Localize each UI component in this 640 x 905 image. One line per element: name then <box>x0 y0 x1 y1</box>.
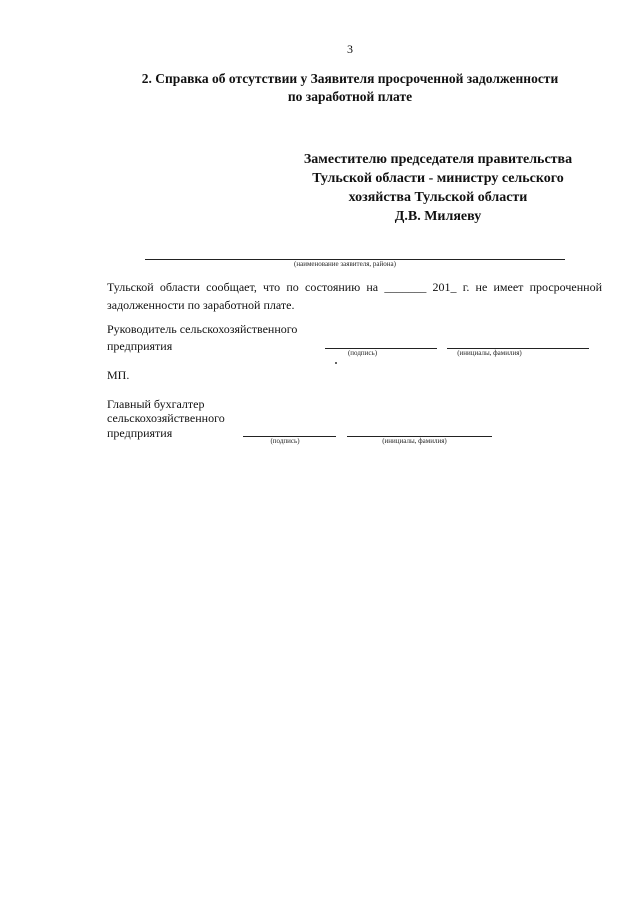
addressee-line-1: Заместителю председателя правительства <box>303 152 573 167</box>
addressee-line-4: Д.В. Миляеву <box>394 209 482 224</box>
page-number: 3 <box>347 42 353 56</box>
accountant-label-line-1: Главный бухгалтер <box>107 397 205 411</box>
accountant-name-caption: (инициалы, фамилия) <box>382 437 447 445</box>
applicant-caption: (наименование заявителя, района) <box>294 260 396 268</box>
scan-dot <box>335 362 337 364</box>
head-name-caption: (инициалы, фамилия) <box>457 349 522 357</box>
accountant-signature-caption: (подпись) <box>270 437 300 445</box>
head-signature-caption: (подпись) <box>347 349 378 357</box>
statement-text: Тульской области сообщает, что по состоянию на _______ 201_ г. не имеет просроченной задолженности по заработной плате. <box>107 280 602 312</box>
addressee-block <box>288 150 588 226</box>
accountant-label-line-3: предприятия <box>107 426 173 440</box>
stamp-label: МП. <box>107 368 130 382</box>
addressee-line-2: Тульской области - министру сельского <box>312 171 564 186</box>
accountant-label-line-2: сельскохозяйственного <box>107 411 225 425</box>
head-label-line-1: Руководитель сельскохозяйственного <box>107 322 298 336</box>
document-heading <box>100 70 600 106</box>
head-label-line-2: предприятия <box>107 339 173 353</box>
heading-line-2: по заработной плате <box>287 89 413 104</box>
heading-line-1: 2. Справка об отсутствии у Заявителя просроченной задолженности <box>141 71 559 86</box>
addressee-line-3: хозяйства Тульской области <box>348 190 528 205</box>
